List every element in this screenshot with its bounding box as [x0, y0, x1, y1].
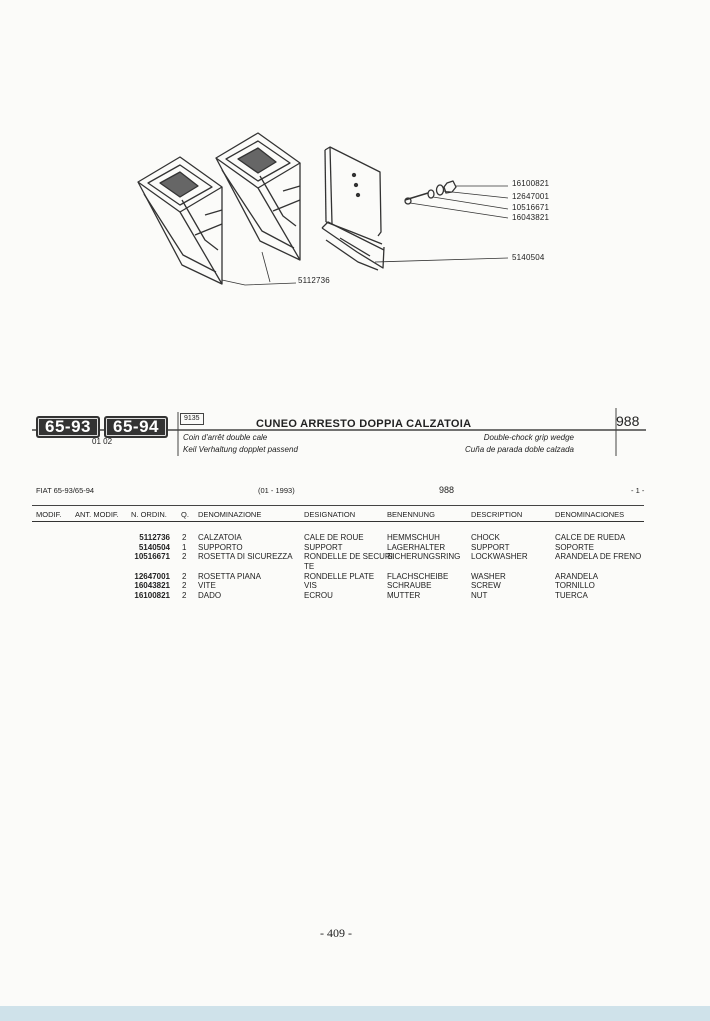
group-code: 9135 [180, 413, 204, 425]
page-ref-small: 988 [439, 485, 455, 495]
quantity: 2 [182, 572, 187, 581]
name-es: ARANDELA DE FRENO [555, 552, 642, 561]
title-fr: Coin d'arrêt double cale [183, 433, 268, 442]
col-modif: MODIF. [36, 510, 62, 519]
name-fr: VIS [304, 581, 317, 590]
name-it: ROSETTA PIANA [198, 572, 261, 581]
quantity: 2 [182, 552, 187, 561]
table-row [0, 552, 710, 562]
callout-label: 5140504 [512, 253, 545, 262]
name-de: MUTTER [387, 591, 421, 600]
page-title: CUNEO ARRESTO DOPPIA CALZATOIA [256, 418, 472, 430]
model-badge: 65-93 [36, 416, 100, 438]
name-fr: SUPPORT [304, 543, 343, 552]
part-number: 12647001 [134, 572, 170, 581]
callout-label: 16100821 [512, 179, 550, 188]
part-number: 5140504 [138, 543, 170, 552]
name-de: FLACHSCHEIBE [387, 572, 449, 581]
quantity: 2 [182, 591, 187, 600]
left-wheel-chock [138, 157, 222, 284]
title-es: Cuña de parada doble calzada [465, 445, 574, 454]
table-top-rule [32, 505, 644, 506]
name-it: DADO [198, 591, 222, 600]
col-ant-modif: ANT. MODIF. [75, 510, 119, 519]
name-en: WASHER [471, 572, 506, 581]
model-badge: 65-94 [104, 416, 168, 438]
page-ref: 988 [616, 413, 640, 429]
right-wheel-chock [216, 133, 300, 260]
name-de: LAGERHALTER [387, 543, 446, 552]
name-de: HEMMSCHUH [387, 533, 440, 542]
name-fr: RONDELLE DE SECURI [304, 552, 393, 561]
part-number: 5112736 [139, 533, 170, 542]
callout-label: 12647001 [512, 192, 550, 201]
part-number: 16100821 [134, 591, 170, 600]
name-it: ROSETTA DI SICUREZZA [198, 552, 293, 561]
col-it: DENOMINAZIONE [198, 510, 262, 519]
name-en: SUPPORT [471, 543, 510, 552]
page-number: - 409 - [320, 926, 352, 940]
col-q: Q. [181, 510, 189, 519]
part-number: 10516671 [134, 552, 170, 561]
name-en: SCREW [471, 581, 501, 590]
exploded-parts-drawing [0, 0, 710, 400]
scan-edge-strip [0, 1006, 710, 1021]
col-es: DENOMINACIONES [555, 510, 625, 519]
quantity: 1 [182, 543, 187, 552]
table-row [0, 533, 710, 543]
name-it: CALZATOIA [198, 533, 242, 542]
subcode: 01 02 [92, 437, 113, 446]
table-row [0, 581, 710, 591]
name-es: ARANDELA [555, 572, 599, 581]
quantity: 2 [182, 581, 187, 590]
quantity: 2 [182, 533, 187, 542]
title-de: Keil Verhaltung dopplet passend [183, 445, 298, 454]
callout-label: 5112736 [298, 276, 330, 285]
col-fr: DESIGNATION [304, 510, 356, 519]
name-de: SCHRAUBE [387, 581, 432, 590]
table-header-rule [32, 521, 644, 522]
name-es: TORNILLO [555, 581, 595, 590]
title-en: Double-chock grip wedge [483, 433, 574, 442]
name-es: TUERCA [555, 591, 588, 600]
name-it: VITE [198, 581, 216, 590]
model-line: FIAT 65-93/65-94 [36, 486, 95, 495]
name-en: LOCKWASHER [471, 552, 528, 561]
name-es: SOPORTE [555, 543, 594, 552]
name-de: SICHERUNGSRING [387, 552, 461, 561]
name-fr: ECROU [304, 591, 333, 600]
name-en: CHOCK [471, 533, 500, 542]
col-n-ordin: N. ORDIN. [131, 510, 167, 519]
name-fr: RONDELLE PLATE [304, 572, 375, 581]
col-de: BENENNUNG [387, 510, 435, 519]
table-row-continuation [0, 562, 710, 572]
callout-label: 10516671 [512, 203, 550, 212]
col-en: DESCRIPTION [471, 510, 523, 519]
name-fr: CALE DE ROUE [304, 533, 364, 542]
table-row [0, 591, 710, 601]
chock-support-bracket [322, 147, 384, 270]
name-en: NUT [471, 591, 488, 600]
bolt-and-washers [405, 181, 456, 204]
part-number: 16043821 [134, 581, 170, 590]
date-range: (01 - 1993) [258, 486, 295, 495]
name-fr-continued: TE [304, 562, 315, 571]
sheet-number: - 1 - [631, 486, 645, 495]
name-es: CALCE DE RUEDA [555, 533, 626, 542]
callout-label: 16043821 [512, 213, 550, 222]
name-it: SUPPORTO [198, 543, 243, 552]
